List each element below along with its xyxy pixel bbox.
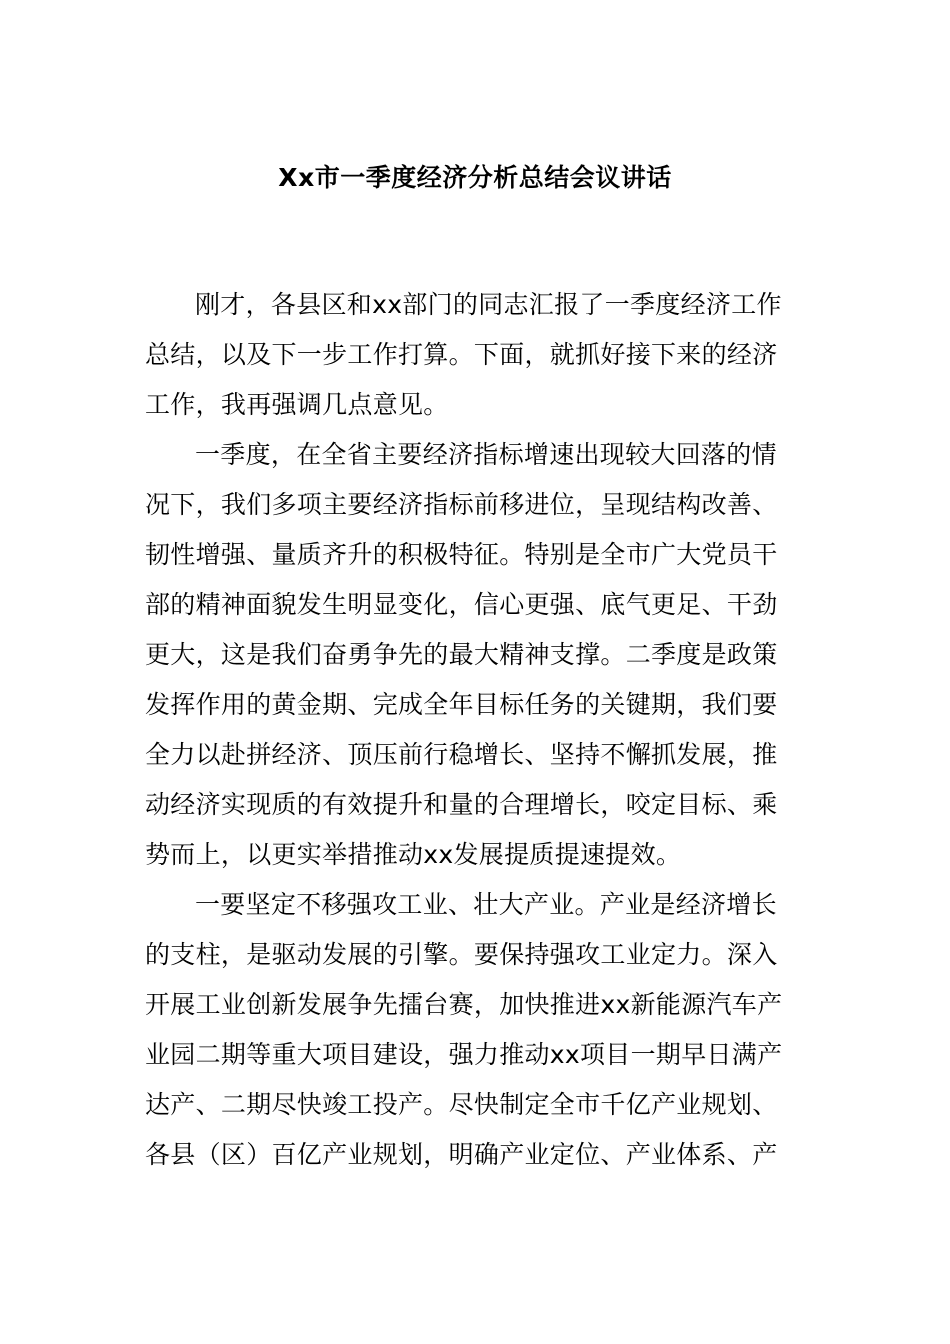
paragraph-line: 开展工业创新发展争先擂台赛，加快推进xx新能源汽车产 [145,990,783,1019]
paragraph-line: 总结，以及下一步工作打算。下面，就抓好接下来的经济 [145,340,778,369]
paragraph-line: 动经济实现质的有效提升和量的合理增长，咬定目标、乘 [145,790,778,819]
document-body [145,280,810,1180]
paragraph-line: 达产、二期尽快竣工投产。尽快制定全市千亿产业规划、 [145,1090,778,1119]
paragraph-line: 的支柱，是驱动发展的引擎。要保持强攻工业定力。深入 [145,940,778,969]
paragraph-line: 工作，我再强调几点意见。 [145,390,449,419]
paragraph-line: 一要坚定不移强攻工业、壮大产业。产业是经济增长 [195,890,777,919]
paragraph-line: 韧性增强、量质齐升的积极特征。特别是全市广大党员干 [145,540,778,569]
paragraph-line: 各县（区）百亿产业规划，明确产业定位、产业体系、产 [145,1140,778,1169]
paragraph-line: 一季度，在全省主要经济指标增速出现较大回落的情 [195,440,777,469]
paragraph-line: 业园二期等重大项目建设，强力推动xx项目一期早日满产 [145,1040,783,1069]
paragraph-line: 势而上，以更实举措推动xx发展提质提速提效。 [145,840,682,869]
paragraph-line: 发挥作用的黄金期、完成全年目标任务的关键期，我们要 [145,690,778,719]
paragraph-line: 部的精神面貌发生明显变化，信心更强、底气更足、干劲 [145,590,778,619]
paragraph-line: 更大，这是我们奋勇争先的最大精神支撑。二季度是政策 [145,640,778,669]
paragraph-line: 况下，我们多项主要经济指标前移进位，呈现结构改善、 [145,490,778,519]
paragraph-line: 刚才，各县区和xx部门的同志汇报了一季度经济工作 [195,290,782,319]
paragraph-line: 全力以赴拼经济、顶压前行稳增长、坚持不懈抓发展，推 [145,740,778,769]
document-title: Xx市一季度经济分析总结会议讲话 [278,163,672,192]
